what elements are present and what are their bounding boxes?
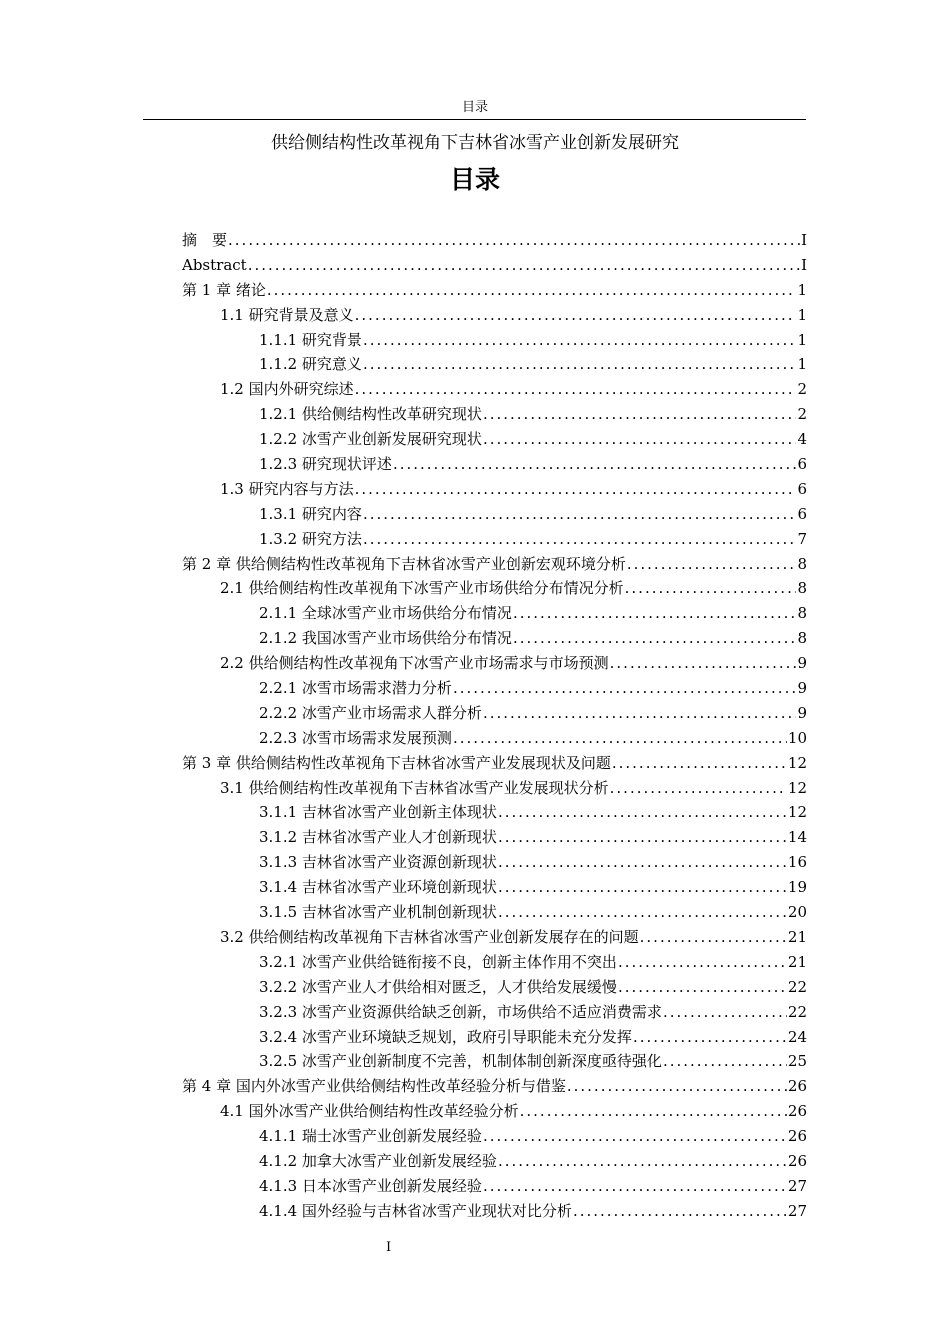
toc-entry[interactable] — [182, 601, 807, 626]
toc-entry-page: 24 — [787, 1027, 807, 1046]
toc-entry-label: 3.1 供给侧结构性改革视角下吉林省冰雪产业发展现状分析 — [220, 778, 609, 797]
toc-entry-label: 第 1 章 绪论 — [182, 280, 266, 299]
toc-leader-dots — [663, 1049, 787, 1074]
toc-leader-dots — [363, 502, 797, 527]
toc-leader-dots — [567, 1074, 787, 1099]
toc-entry-page: 10 — [787, 728, 807, 747]
toc-entry-page: 22 — [787, 1002, 807, 1021]
toc-entry[interactable] — [182, 701, 807, 726]
toc-entry-page: 1 — [797, 305, 807, 324]
toc-entry[interactable] — [182, 502, 807, 527]
toc-entry[interactable] — [182, 477, 807, 502]
toc-entry-label: 2.1.1 全球冰雪产业市场供给分布情况 — [259, 604, 512, 623]
toc-leader-dots — [483, 427, 797, 452]
header-rule — [143, 119, 806, 120]
toc-entry-label: 1.3 研究内容与方法 — [220, 479, 354, 498]
toc-entry-page: 7 — [797, 529, 807, 548]
toc-entry-page: 9 — [797, 654, 807, 673]
toc-entry-label: 3.1.2 吉林省冰雪产业人才创新现状 — [259, 828, 497, 847]
toc-entry[interactable] — [182, 825, 807, 850]
toc-entry-page: 4 — [797, 430, 807, 449]
toc-entry[interactable] — [182, 402, 807, 427]
toc-entry-page: 26 — [787, 1151, 807, 1170]
toc-entry-label: 3.1.5 吉林省冰雪产业机制创新现状 — [259, 903, 497, 922]
toc-leader-dots — [393, 452, 797, 477]
toc-entry-label: 4.1.2 加拿大冰雪产业创新发展经验 — [259, 1151, 497, 1170]
toc-leader-dots — [618, 950, 787, 975]
toc-entry[interactable] — [182, 1000, 807, 1025]
toc-entry[interactable] — [182, 352, 807, 377]
toc-entry[interactable] — [182, 1074, 807, 1099]
toc-entry[interactable] — [182, 1199, 807, 1224]
toc-entry-label: 4.1.4 国外经验与吉林省冰雪产业现状对比分析 — [259, 1201, 572, 1220]
toc-entry[interactable] — [182, 1174, 807, 1199]
toc-entry-page: 8 — [797, 554, 807, 573]
toc-entry-page: 8 — [797, 629, 807, 648]
toc-entry-page: 20 — [787, 903, 807, 922]
toc-entry-label: 3.2.1 冰雪产业供给链衔接不良，创新主体作用不突出 — [259, 952, 617, 971]
toc-entry-label: 第 4 章 国内外冰雪产业供给侧结构性改革经验分析与借鉴 — [182, 1077, 566, 1096]
toc-entry-label: 2.1 供给侧结构性改革视角下冰雪产业市场供给分布情况分析 — [220, 579, 624, 598]
toc-entry-label: 2.1.2 我国冰雪产业市场供给分布情况 — [259, 629, 512, 648]
toc-entry-page: 1 — [797, 330, 807, 349]
toc-entry[interactable] — [182, 1049, 807, 1074]
toc-entry-label: 3.1.1 吉林省冰雪产业创新主体现状 — [259, 803, 497, 822]
toc-entry-page: 1 — [797, 280, 807, 299]
toc-entry-label: 1.2 国内外研究综述 — [220, 380, 354, 399]
toc-leader-dots — [618, 975, 787, 1000]
toc-entry-page: 16 — [787, 853, 807, 872]
toc-entry[interactable] — [182, 1124, 807, 1149]
toc-leader-dots — [498, 850, 787, 875]
toc-entry-label: 2.2.3 冰雪市场需求发展预测 — [259, 728, 452, 747]
toc-entry-page: 26 — [787, 1077, 807, 1096]
toc-entry-label: 2.2.2 冰雪产业市场需求人群分析 — [259, 703, 482, 722]
toc-entry[interactable] — [182, 800, 807, 825]
toc-leader-dots — [363, 527, 797, 552]
toc-entry-page: 6 — [797, 479, 807, 498]
page-number: I — [386, 1240, 392, 1255]
toc-leader-dots — [498, 1149, 787, 1174]
toc-leader-dots — [610, 776, 787, 801]
toc-entry-label: 1.2.3 研究现状评述 — [259, 455, 392, 474]
toc-entry[interactable] — [182, 751, 807, 776]
toc-leader-dots — [633, 1025, 787, 1050]
toc-entry[interactable] — [182, 253, 807, 278]
toc-leader-dots — [355, 303, 797, 328]
toc-entry-page: 12 — [787, 778, 807, 797]
toc-entry-page: 6 — [797, 504, 807, 523]
toc-entry-label: 1.2.2 冰雪产业创新发展研究现状 — [259, 430, 482, 449]
toc-entry-label: Abstract — [182, 255, 247, 274]
toc-entry[interactable] — [182, 925, 807, 950]
toc-entry[interactable] — [182, 676, 807, 701]
toc-entry-label: 1.1.2 研究意义 — [259, 355, 362, 374]
toc-leader-dots — [640, 925, 787, 950]
toc-leader-dots — [483, 1174, 787, 1199]
toc-entry-label: 1.3.2 研究方法 — [259, 529, 362, 548]
toc-entry-page: 8 — [797, 604, 807, 623]
toc-entry-label: 摘 要 — [182, 231, 228, 249]
toc-entry-label: 第 2 章 供给侧结构性改革视角下吉林省冰雪产业创新宏观环境分析 — [182, 554, 626, 573]
toc-leader-dots — [625, 576, 797, 601]
toc-entry-label: 4.1.3 日本冰雪产业创新发展经验 — [259, 1176, 482, 1195]
toc-entry[interactable] — [182, 626, 807, 651]
toc-entry[interactable] — [182, 975, 807, 1000]
toc-entry-page: 27 — [787, 1201, 807, 1220]
toc-entry[interactable] — [182, 651, 807, 676]
toc-entry-label: 3.2 供给侧结构改革视角下吉林省冰雪产业创新发展存在的问题 — [220, 927, 639, 946]
toc-leader-dots — [498, 825, 787, 850]
toc-leader-dots — [483, 1124, 787, 1149]
toc-leader-dots — [228, 228, 800, 253]
toc-entry-page: 9 — [797, 679, 807, 698]
toc-heading: 目录 — [449, 165, 500, 194]
toc-entry-page: 25 — [787, 1052, 807, 1071]
toc-entry-page: 2 — [797, 405, 807, 424]
toc-entry-page: 12 — [787, 803, 807, 822]
toc-leader-dots — [483, 701, 797, 726]
toc-entry-label: 3.2.4 冰雪产业环境缺乏规划，政府引导职能未充分发挥 — [259, 1027, 632, 1046]
toc-entry-label: 第 3 章 供给侧结构性改革视角下吉林省冰雪产业发展现状及问题 — [182, 753, 611, 772]
toc-entry-label: 1.1 研究背景及意义 — [220, 305, 354, 324]
toc-entry-label: 3.1.4 吉林省冰雪产业环境创新现状 — [259, 878, 497, 897]
toc-entry-label: 1.3.1 研究内容 — [259, 504, 362, 523]
toc-leader-dots — [363, 328, 797, 353]
toc-leader-dots — [520, 1099, 787, 1124]
toc-leader-dots — [355, 377, 797, 402]
running-header: 目录 — [461, 100, 488, 115]
toc-entry-label: 3.2.5 冰雪产业创新制度不完善，机制体制创新深度亟待强化 — [259, 1052, 662, 1071]
toc-entry[interactable] — [182, 328, 807, 353]
toc-entry-label: 3.2.3 冰雪产业资源供给缺乏创新，市场供给不适应消费需求 — [259, 1002, 662, 1021]
toc-entry-label: 1.2.1 供给侧结构性改革研究现状 — [259, 405, 482, 424]
toc-entry-page: 27 — [787, 1176, 807, 1195]
toc-entry-page: I — [801, 255, 807, 274]
toc-entry-page: 14 — [787, 828, 807, 847]
toc-leader-dots — [513, 601, 797, 626]
toc-leader-dots — [513, 626, 797, 651]
toc-entry-page: 26 — [787, 1102, 807, 1121]
toc-entry[interactable] — [182, 576, 807, 601]
toc-entry-label: 4.1.1 瑞士冰雪产业创新发展经验 — [259, 1127, 482, 1146]
toc-entry[interactable] — [182, 1149, 807, 1174]
toc-leader-dots — [498, 800, 787, 825]
toc-entry-page: 2 — [797, 380, 807, 399]
toc-leader-dots — [453, 726, 787, 751]
toc-entry-label: 4.1 国外冰雪产业供给侧结构性改革经验分析 — [220, 1102, 519, 1121]
toc-entry-page: 21 — [787, 927, 807, 946]
toc-entry[interactable] — [182, 875, 807, 900]
toc-entry-page: 1 — [797, 355, 807, 374]
toc-entry-label: 3.1.3 吉林省冰雪产业资源创新现状 — [259, 853, 497, 872]
toc-entry-page: 19 — [787, 878, 807, 897]
toc-entry[interactable] — [182, 726, 807, 751]
toc-leader-dots — [612, 751, 787, 776]
toc-entry[interactable] — [182, 228, 807, 253]
toc-entry-label: 2.2 供给侧结构性改革视角下冰雪产业市场需求与市场预测 — [220, 654, 609, 673]
toc-entry[interactable] — [182, 377, 807, 402]
toc-entry-label: 1.1.1 研究背景 — [259, 330, 362, 349]
toc-entry-page: I — [801, 231, 807, 249]
toc-entry-page: 8 — [797, 579, 807, 598]
thesis-title: 供给侧结构性改革视角下吉林省冰雪产业创新发展研究 — [271, 133, 679, 153]
toc-entry[interactable] — [182, 427, 807, 452]
toc-entry-page: 22 — [787, 977, 807, 996]
table-of-contents — [182, 228, 807, 1224]
toc-leader-dots — [483, 402, 797, 427]
toc-entry-page: 6 — [797, 455, 807, 474]
toc-entry[interactable] — [182, 776, 807, 801]
toc-entry[interactable] — [182, 303, 807, 328]
toc-entry-page: 21 — [787, 952, 807, 971]
toc-entry[interactable] — [182, 950, 807, 975]
toc-leader-dots — [627, 552, 797, 577]
toc-leader-dots — [498, 900, 787, 925]
toc-entry[interactable] — [182, 527, 807, 552]
toc-entry[interactable] — [182, 552, 807, 577]
toc-leader-dots — [248, 253, 800, 278]
toc-entry[interactable] — [182, 278, 807, 303]
toc-entry-label: 2.2.1 冰雪市场需求潜力分析 — [259, 679, 452, 698]
toc-entry-label: 3.2.2 冰雪产业人才供给相对匮乏，人才供给发展缓慢 — [259, 977, 617, 996]
toc-leader-dots — [663, 1000, 787, 1025]
toc-entry[interactable] — [182, 850, 807, 875]
toc-entry-page: 9 — [797, 703, 807, 722]
toc-entry[interactable] — [182, 1099, 807, 1124]
toc-entry[interactable] — [182, 1025, 807, 1050]
toc-entry-page: 26 — [787, 1127, 807, 1146]
toc-entry[interactable] — [182, 900, 807, 925]
toc-leader-dots — [610, 651, 797, 676]
toc-leader-dots — [363, 352, 797, 377]
toc-leader-dots — [267, 278, 797, 303]
toc-leader-dots — [453, 676, 797, 701]
toc-entry-page: 12 — [787, 753, 807, 772]
toc-entry[interactable] — [182, 452, 807, 477]
toc-leader-dots — [355, 477, 797, 502]
toc-leader-dots — [573, 1199, 787, 1224]
toc-leader-dots — [498, 875, 787, 900]
